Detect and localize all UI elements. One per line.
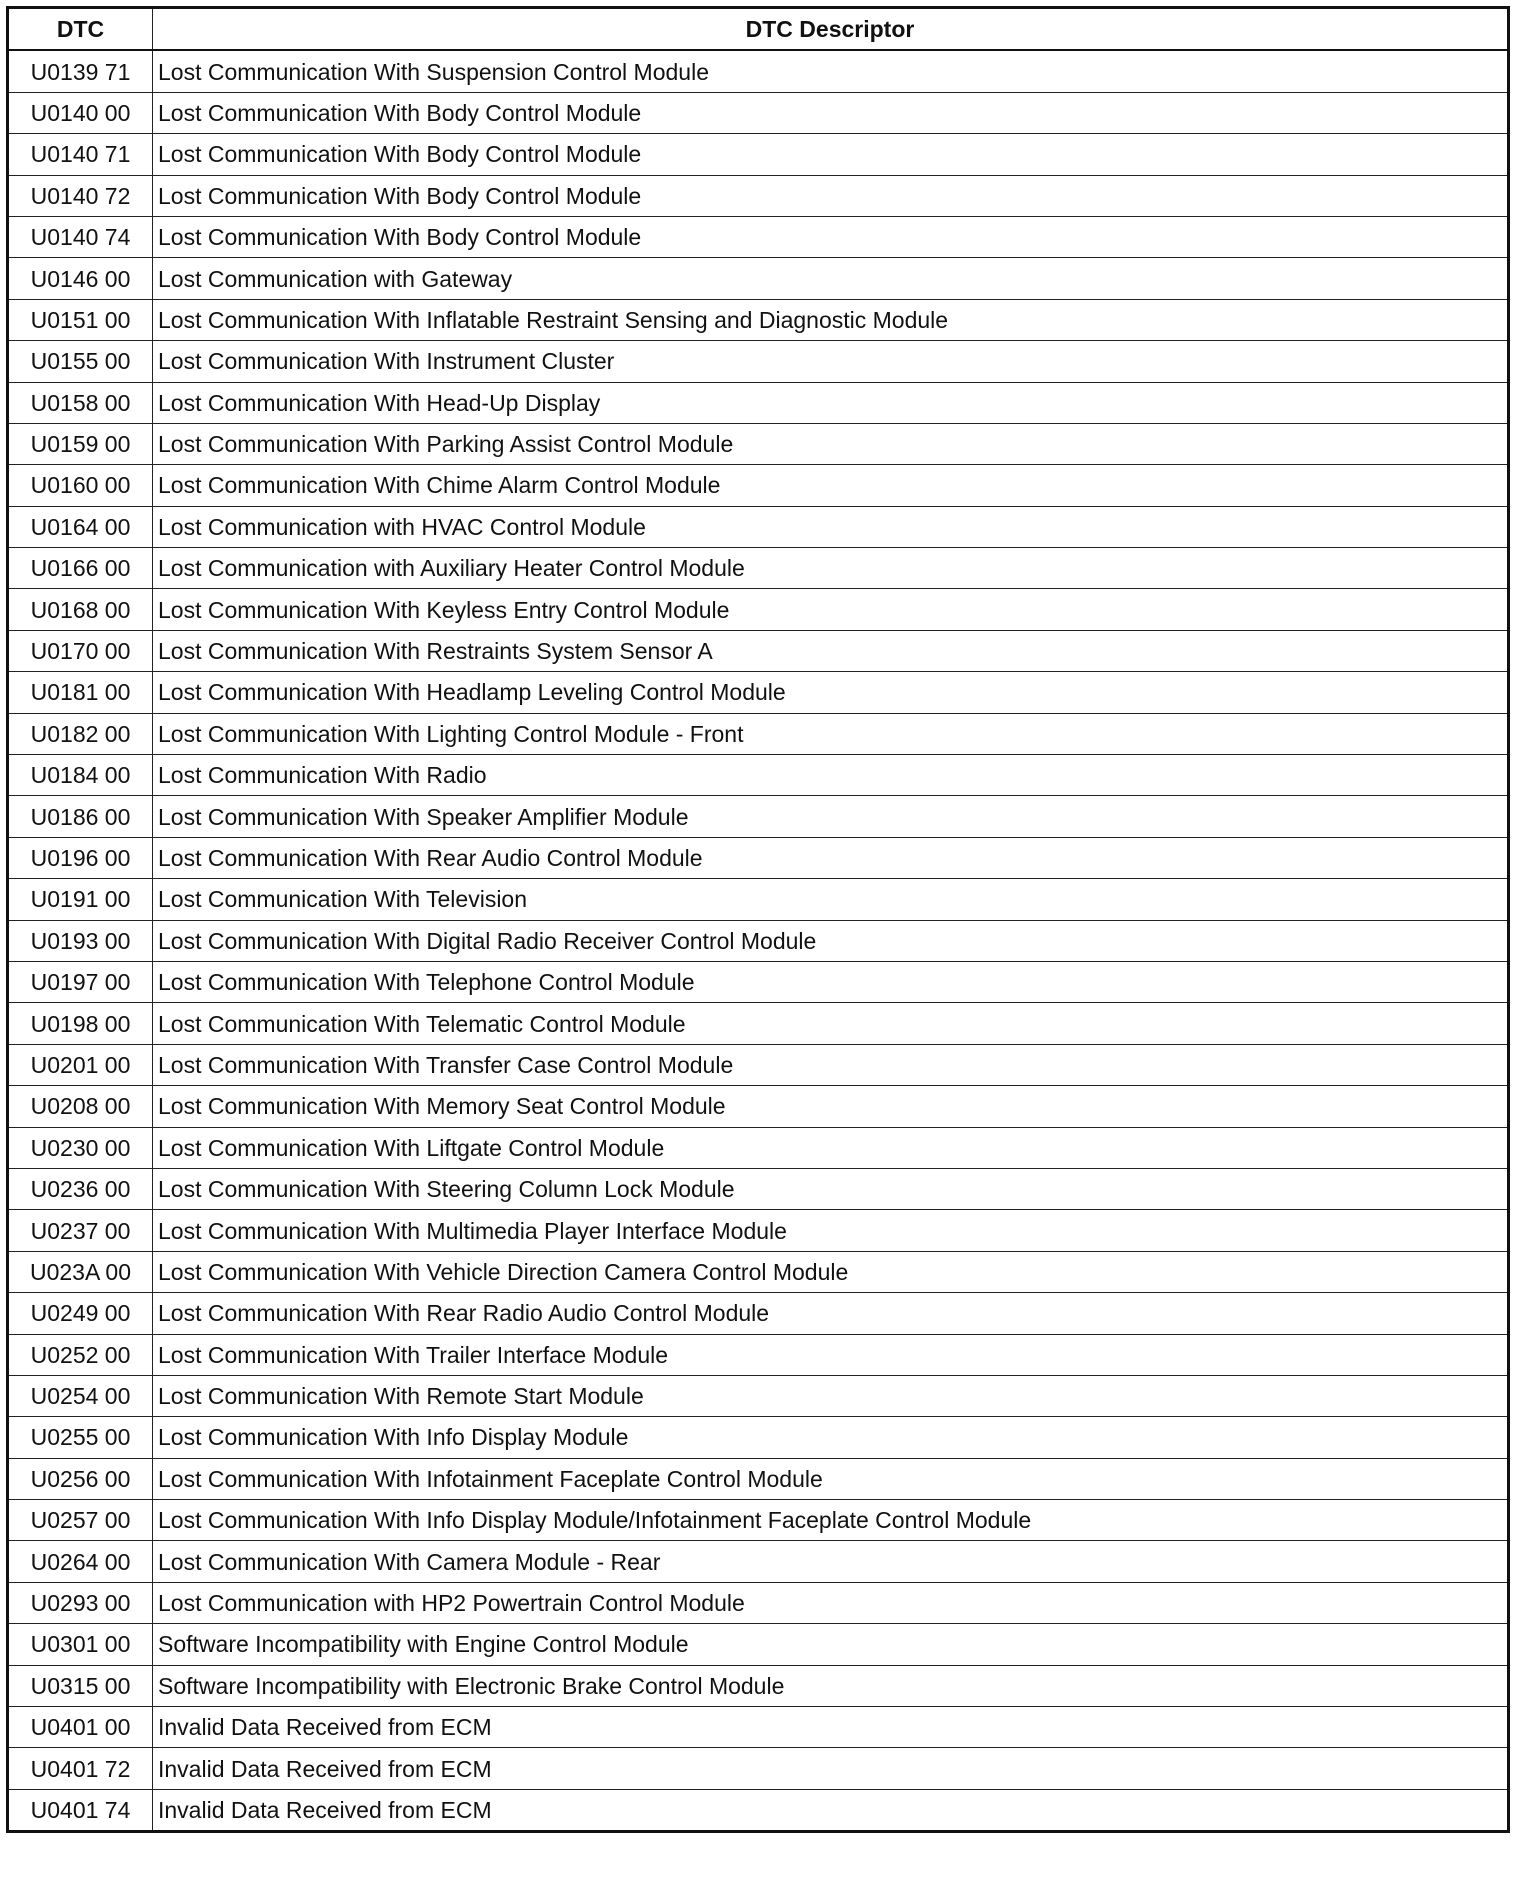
dtc-descriptor-cell: Software Incompatibility with Engine Control Module [153, 1624, 1509, 1665]
dtc-descriptor-cell: Lost Communication With Head-Up Display [153, 382, 1509, 423]
dtc-code-cell: U0257 00 [8, 1500, 153, 1541]
dtc-descriptor-cell: Invalid Data Received from ECM [153, 1789, 1509, 1831]
dtc-descriptor-cell: Lost Communication With Speaker Amplifier Module [153, 796, 1509, 837]
dtc-code-cell: U0140 71 [8, 134, 153, 175]
dtc-code-cell: U0140 74 [8, 216, 153, 257]
dtc-code-cell: U0151 00 [8, 299, 153, 340]
dtc-code-cell: U0140 72 [8, 175, 153, 216]
dtc-descriptor-cell: Lost Communication With Steering Column Lock Module [153, 1168, 1509, 1209]
table-row [8, 1168, 1509, 1209]
table-row [8, 1624, 1509, 1665]
table-row [8, 837, 1509, 878]
table-row [8, 1375, 1509, 1416]
dtc-code-cell: U0401 74 [8, 1789, 153, 1831]
dtc-descriptor-cell: Lost Communication With Infotainment Faceplate Control Module [153, 1458, 1509, 1499]
dtc-table-container [6, 6, 1510, 1833]
dtc-descriptor-cell: Lost Communication With Info Display Module/Infotainment Faceplate Control Module [153, 1500, 1509, 1541]
table-row [8, 175, 1509, 216]
table-row [8, 1748, 1509, 1789]
dtc-code-cell: U0196 00 [8, 837, 153, 878]
dtc-code-cell: U0191 00 [8, 879, 153, 920]
dtc-descriptor-cell: Lost Communication With Remote Start Module [153, 1375, 1509, 1416]
table-row [8, 1086, 1509, 1127]
table-row [8, 423, 1509, 464]
dtc-descriptor-cell: Lost Communication With Camera Module - Rear [153, 1541, 1509, 1582]
table-row [8, 879, 1509, 920]
dtc-code-cell: U023A 00 [8, 1251, 153, 1292]
table-row [8, 258, 1509, 299]
dtc-code-cell: U0208 00 [8, 1086, 153, 1127]
dtc-code-cell: U0146 00 [8, 258, 153, 299]
table-row [8, 1665, 1509, 1706]
dtc-descriptor-cell: Lost Communication With Info Display Module [153, 1417, 1509, 1458]
dtc-descriptor-cell: Lost Communication With Trailer Interface Module [153, 1334, 1509, 1375]
dtc-descriptor-cell: Lost Communication With Body Control Module [153, 175, 1509, 216]
table-row [8, 672, 1509, 713]
dtc-descriptor-cell: Lost Communication With Vehicle Direction Camera Control Module [153, 1251, 1509, 1292]
dtc-descriptor-cell: Lost Communication With Digital Radio Receiver Control Module [153, 920, 1509, 961]
dtc-descriptor-cell: Lost Communication With Suspension Control Module [153, 50, 1509, 92]
dtc-code-cell: U0160 00 [8, 465, 153, 506]
table-row [8, 755, 1509, 796]
dtc-descriptor-cell: Lost Communication With Keyless Entry Control Module [153, 589, 1509, 630]
table-row [8, 382, 1509, 423]
dtc-code-cell: U0181 00 [8, 672, 153, 713]
dtc-code-cell: U0168 00 [8, 589, 153, 630]
table-row [8, 1541, 1509, 1582]
dtc-descriptor-cell: Invalid Data Received from ECM [153, 1748, 1509, 1789]
table-row [8, 961, 1509, 1002]
dtc-code-cell: U0164 00 [8, 506, 153, 547]
dtc-code-cell: U0166 00 [8, 548, 153, 589]
dtc-descriptor-cell: Lost Communication With Television [153, 879, 1509, 920]
table-row [8, 713, 1509, 754]
table-row [8, 1210, 1509, 1251]
dtc-code-cell: U0201 00 [8, 1044, 153, 1085]
dtc-descriptor-cell: Lost Communication With Transfer Case Control Module [153, 1044, 1509, 1085]
dtc-descriptor-cell: Invalid Data Received from ECM [153, 1707, 1509, 1748]
dtc-code-cell: U0230 00 [8, 1127, 153, 1168]
table-row [8, 299, 1509, 340]
dtc-code-cell: U0236 00 [8, 1168, 153, 1209]
dtc-code-cell: U0198 00 [8, 1003, 153, 1044]
table-row [8, 50, 1509, 92]
table-row [8, 1127, 1509, 1168]
dtc-code-cell: U0252 00 [8, 1334, 153, 1375]
dtc-code-cell: U0155 00 [8, 341, 153, 382]
dtc-code-cell: U0264 00 [8, 1541, 153, 1582]
dtc-code-cell: U0255 00 [8, 1417, 153, 1458]
dtc-descriptor-cell: Lost Communication With Parking Assist Control Module [153, 423, 1509, 464]
dtc-code-cell: U0401 00 [8, 1707, 153, 1748]
dtc-descriptor-cell: Lost Communication With Body Control Module [153, 92, 1509, 133]
table-row [8, 1044, 1509, 1085]
dtc-code-cell: U0401 72 [8, 1748, 153, 1789]
dtc-code-cell: U0184 00 [8, 755, 153, 796]
dtc-descriptor-cell: Lost Communication With Restraints System Sensor A [153, 630, 1509, 671]
descriptor-column-header: DTC Descriptor [153, 8, 1509, 51]
table-row [8, 589, 1509, 630]
table-row [8, 1789, 1509, 1831]
dtc-descriptor-cell: Lost Communication With Rear Radio Audio Control Module [153, 1293, 1509, 1334]
table-row [8, 506, 1509, 547]
dtc-code-cell: U0193 00 [8, 920, 153, 961]
table-row [8, 1707, 1509, 1748]
dtc-code-cell: U0170 00 [8, 630, 153, 671]
table-row [8, 548, 1509, 589]
table-row [8, 216, 1509, 257]
dtc-descriptor-cell: Software Incompatibility with Electronic Brake Control Module [153, 1665, 1509, 1706]
table-row [8, 1003, 1509, 1044]
table-row [8, 1582, 1509, 1623]
dtc-descriptor-cell: Lost Communication With Multimedia Player Interface Module [153, 1210, 1509, 1251]
dtc-column-header: DTC [8, 8, 153, 51]
dtc-descriptor-cell: Lost Communication With Headlamp Leveling Control Module [153, 672, 1509, 713]
dtc-code-cell: U0140 00 [8, 92, 153, 133]
dtc-code-cell: U0159 00 [8, 423, 153, 464]
dtc-code-cell: U0254 00 [8, 1375, 153, 1416]
dtc-descriptor-cell: Lost Communication With Memory Seat Control Module [153, 1086, 1509, 1127]
table-row [8, 341, 1509, 382]
dtc-descriptor-cell: Lost Communication With Telematic Control Module [153, 1003, 1509, 1044]
dtc-descriptor-cell: Lost Communication With Chime Alarm Control Module [153, 465, 1509, 506]
dtc-descriptor-cell: Lost Communication With Rear Audio Control Module [153, 837, 1509, 878]
dtc-code-cell: U0301 00 [8, 1624, 153, 1665]
dtc-code-cell: U0158 00 [8, 382, 153, 423]
dtc-descriptor-cell: Lost Communication With Radio [153, 755, 1509, 796]
dtc-code-cell: U0256 00 [8, 1458, 153, 1499]
table-row [8, 1500, 1509, 1541]
table-row [8, 1458, 1509, 1499]
table-row [8, 1293, 1509, 1334]
dtc-code-cell: U0186 00 [8, 796, 153, 837]
dtc-code-cell: U0237 00 [8, 1210, 153, 1251]
table-row [8, 1334, 1509, 1375]
dtc-descriptor-cell: Lost Communication with Gateway [153, 258, 1509, 299]
dtc-descriptor-cell: Lost Communication With Instrument Cluster [153, 341, 1509, 382]
dtc-code-cell: U0139 71 [8, 50, 153, 92]
table-row [8, 630, 1509, 671]
dtc-descriptor-cell: Lost Communication with HP2 Powertrain Control Module [153, 1582, 1509, 1623]
table-row [8, 134, 1509, 175]
dtc-descriptor-cell: Lost Communication with Auxiliary Heater Control Module [153, 548, 1509, 589]
dtc-descriptor-cell: Lost Communication With Telephone Control Module [153, 961, 1509, 1002]
dtc-code-cell: U0293 00 [8, 1582, 153, 1623]
table-row [8, 1251, 1509, 1292]
dtc-descriptor-cell: Lost Communication With Body Control Module [153, 134, 1509, 175]
table-body [8, 50, 1509, 1831]
dtc-descriptor-cell: Lost Communication With Inflatable Restraint Sensing and Diagnostic Module [153, 299, 1509, 340]
table-row [8, 1417, 1509, 1458]
table-row [8, 92, 1509, 133]
table-header-row [8, 8, 1509, 51]
dtc-descriptor-cell: Lost Communication With Body Control Module [153, 216, 1509, 257]
table-row [8, 465, 1509, 506]
table-row [8, 796, 1509, 837]
dtc-descriptor-cell: Lost Communication with HVAC Control Module [153, 506, 1509, 547]
dtc-code-cell: U0197 00 [8, 961, 153, 1002]
table-row [8, 920, 1509, 961]
dtc-code-cell: U0249 00 [8, 1293, 153, 1334]
dtc-table [6, 6, 1510, 1833]
dtc-descriptor-cell: Lost Communication With Lighting Control Module - Front [153, 713, 1509, 754]
dtc-descriptor-cell: Lost Communication With Liftgate Control Module [153, 1127, 1509, 1168]
dtc-code-cell: U0182 00 [8, 713, 153, 754]
dtc-code-cell: U0315 00 [8, 1665, 153, 1706]
